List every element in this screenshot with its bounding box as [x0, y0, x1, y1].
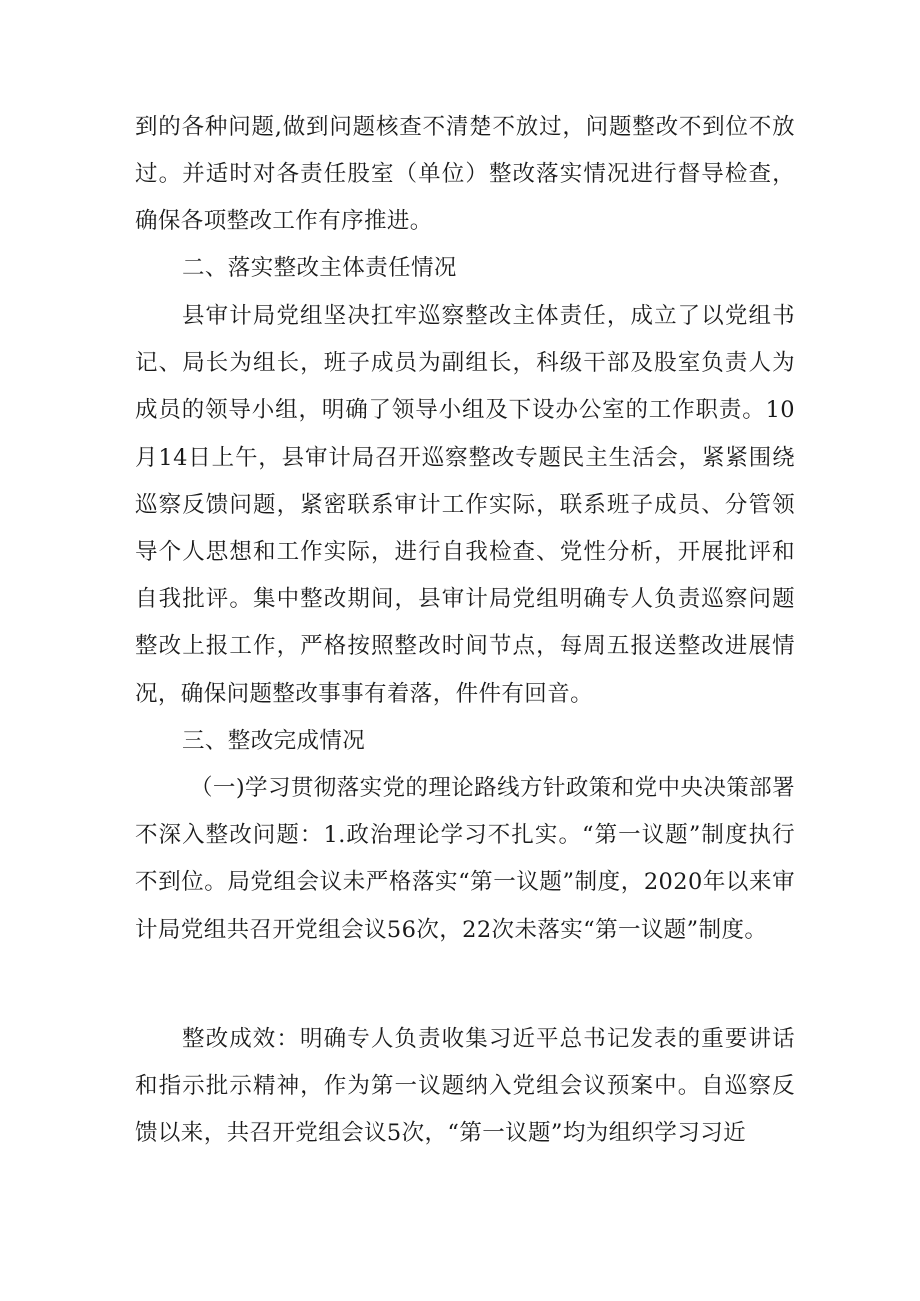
paragraph-responsibility	[135, 293, 795, 718]
paragraph-text: （一)学习贯彻落实党的理论路线方针政策和党中央决策部署不深入整改问题：1.政治理论学习不扎实。“第一议题”制度执行不到位。局党组会议未严格落实“第一议题”制度，2020年以来审计局党组共召开党组会议56次，22次未落实“第一议题”制度。	[135, 775, 795, 943]
paragraph-text: 到的各种问题,做到问题核查不清楚不放过，问题整改不到位不放过。并适时对各责任股室（单位）整改落实情况进行督导检查，确保各项整改工作有序推进。	[135, 114, 795, 235]
paragraph-text: 县审计局党组坚决扛牢巡察整改主体责任，成立了以党组书记、局长为组长，班子成员为副组长，科级干部及股室负责人为成员的领导小组，明确了领导小组及下设办公室的工作职责。10月14日上午，县审计局召开巡察整改专题民主生活会，紧紧围绕巡察反馈问题，紧密联系审计工作实际，联系班子成员、分管领导个人思想和工作实际，进行自我检查、党性分析，开展批评和自我批评。集中整改期间，县审计局党组明确专人负责巡察问题整改上报工作，严格按照整改时间节点，每周五报送整改进展情况，确保问题整改事事有着落，件件有回音。	[135, 303, 795, 707]
paragraph-continuation	[135, 104, 795, 246]
section-heading-3	[135, 718, 795, 765]
section-heading-2	[135, 245, 795, 292]
heading-text: 三、整改完成情况	[182, 728, 366, 754]
heading-text: 二、落实整改主体责任情况	[182, 255, 457, 281]
paragraph-results	[135, 1016, 795, 1158]
paragraph-text: 整改成效：明确专人负责收集习近平总书记发表的重要讲话和指示批示精神，作为第一议题纳入党组会议预案中。自巡察反馈以来，共召开党组会议5次，“第一议题”均为组织学习习近	[135, 1026, 795, 1147]
paragraph-issue-1	[135, 765, 795, 954]
